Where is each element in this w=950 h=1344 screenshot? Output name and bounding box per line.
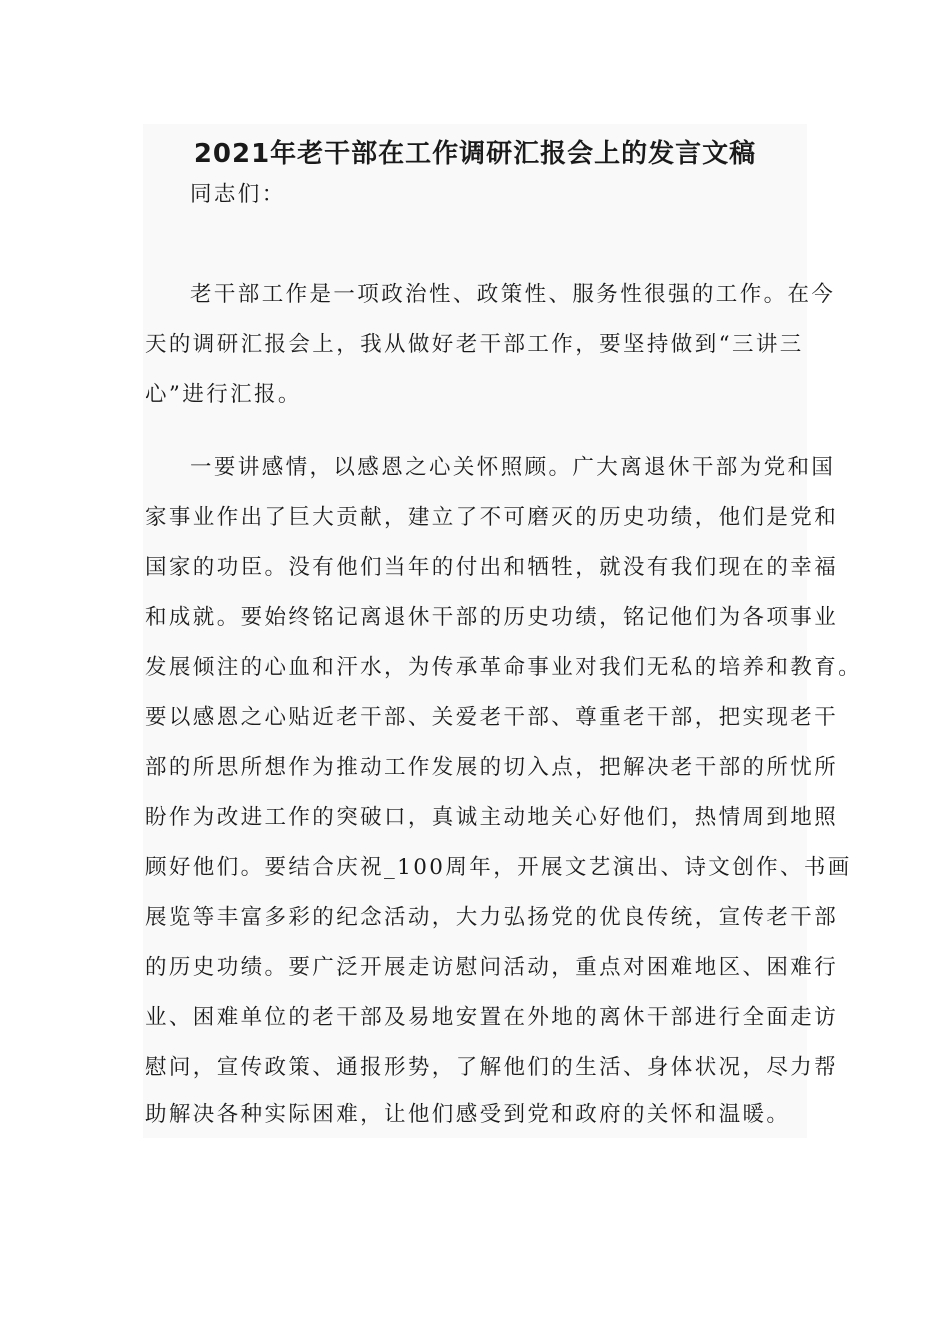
greeting: 同志们：	[190, 182, 286, 207]
paragraph-2-line: 一要讲感情，以感恩之心关怀照顾。广大离退休干部为党和国	[190, 455, 836, 480]
paragraph-2-line: 展览等丰富多彩的纪念活动，大力弘扬党的优良传统，宣传老干部	[145, 905, 839, 930]
paragraph-2-line: 盼作为改进工作的突破口，真诚主动地关心好他们，热情周到地照	[145, 805, 839, 830]
paragraph-2-line: 顾好他们。要结合庆祝_100周年，开展文艺演出、诗文创作、书画	[145, 855, 852, 880]
paragraph-2-line: 发展倾注的心血和汗水，为传承革命事业对我们无私的培养和教育。	[145, 655, 863, 680]
paragraph-1-line: 心”进行汇报。	[145, 382, 302, 407]
paragraph-2-line: 家事业作出了巨大贡献，建立了不可磨灭的历史功绩，他们是党和	[145, 505, 839, 530]
document-title: 2021年老干部在工作调研汇报会上的发言文稿	[193, 139, 757, 169]
paragraph-1-line: 天的调研汇报会上，我从做好老干部工作，要坚持做到“三讲三	[145, 332, 804, 357]
paragraph-2-line: 慰问，宣传政策、通报形势，了解他们的生活、身体状况，尽力帮	[145, 1055, 839, 1080]
paragraph-2-line: 助解决各种实际困难，让他们感受到党和政府的关怀和温暖。	[145, 1102, 791, 1127]
paragraph-2-line: 国家的功臣。没有他们当年的付出和牺牲，就没有我们现在的幸福	[145, 555, 839, 580]
paragraph-2-line: 的历史功绩。要广泛开展走访慰问活动，重点对困难地区、困难行	[145, 955, 839, 980]
paragraph-1-line: 老干部工作是一项政治性、政策性、服务性很强的工作。在今	[190, 282, 836, 307]
paragraph-2-line: 业、困难单位的老干部及易地安置在外地的离休干部进行全面走访	[145, 1005, 839, 1030]
paragraph-2-line: 部的所思所想作为推动工作发展的切入点，把解决老干部的所忧所	[145, 755, 839, 780]
paragraph-2-line: 要以感恩之心贴近老干部、关爱老干部、尊重老干部，把实现老干	[145, 705, 839, 730]
paragraph-2-line: 和成就。要始终铭记离退休干部的历史功绩，铭记他们为各项事业	[145, 605, 839, 630]
